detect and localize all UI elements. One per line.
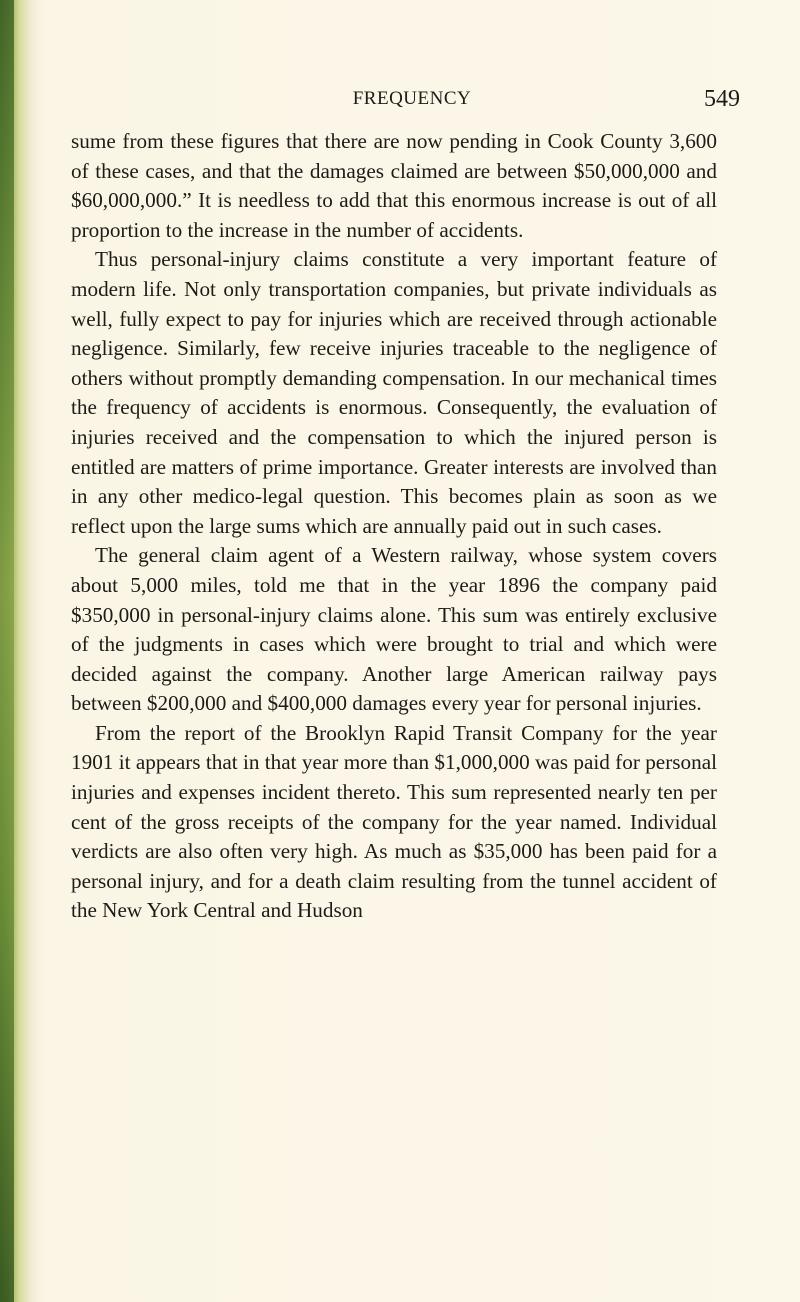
page-number: 549 [704,86,740,112]
paragraph-continued: sume from these figures that there are now pending in Cook County 3,600 of these cases, and that the damages claimed are between $50,000,000 and $60,000,000.” It is needless to add that this enormous increase is out of all proportion to the increase in the number of accidents. [71,129,717,242]
paragraph: Thus personal-injury claims constitute a very important feature of modern life. Not only transportation companies, but private individuals as well, fully expect to pay for injuries which are received through actionable negligence. Similarly, few receive injuries traceable to the negligence of others without promptly demanding compensation. In our mechanical times the frequency of accidents is enormous. Consequently, the evaluation of injuries received and the compensation to which the injured person is entitled are matters of prime importance. Greater interests are involved than in any other medico-legal question. This becomes plain as soon as we reflect upon the large sums which are annually paid out in such cases. [71,247,717,538]
page-header [72,86,752,112]
binding-edge [0,0,14,1302]
paragraph: The general claim agent of a Western railway, whose system covers about 5,000 miles, told me that in the year 1896 the company paid $350,000 in personal-injury claims alone. This sum was entirely exclusive of the judgments in cases which were brought to trial and which were decided against the company. Another large American railway pays between $200,000 and $400,000 damages every year for personal injuries. [71,543,717,716]
body-text [71,127,717,926]
paragraph: From the report of the Brooklyn Rapid Transit Company for the year 1901 it appears that in that year more than $1,000,000 was paid for personal injuries and expenses incident thereto. This sum represented nearly ten per cent of the gross receipts of the company for the year named. Individual verdicts are also often very high. As much as $35,000 has been paid for a personal injury, and for a death claim resulting from the tunnel accident of the New York Central and Hudson [71,720,717,923]
running-head: FREQUENCY [352,88,472,109]
